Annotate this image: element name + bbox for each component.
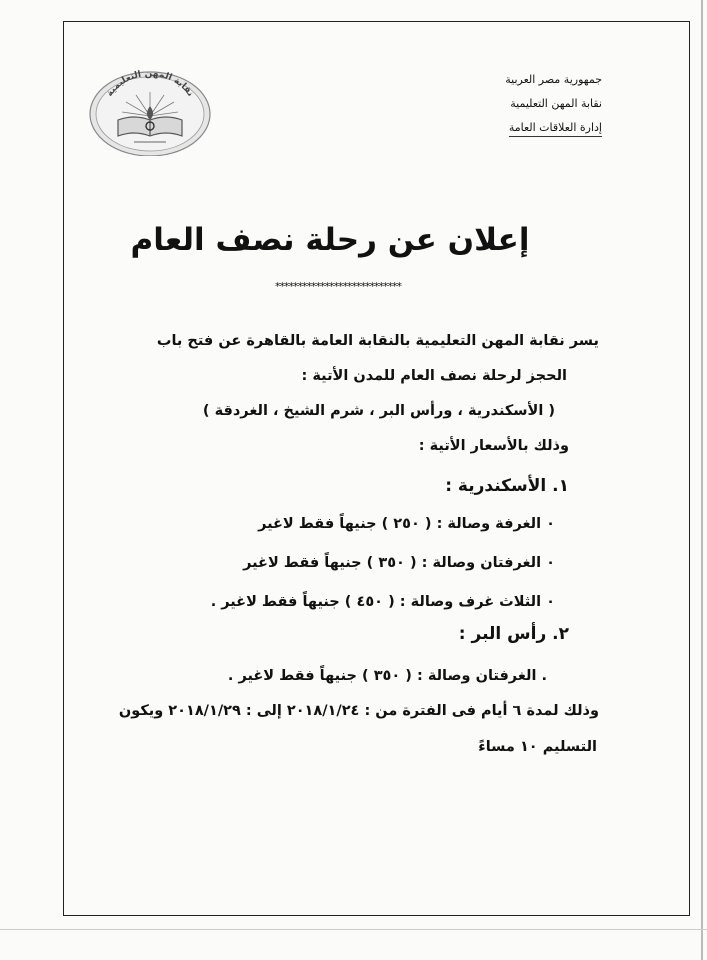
scan-bottom-line: [0, 929, 707, 930]
section-ras-elbar-heading: ٢. رأس البر :: [458, 624, 569, 644]
syndicate-logo-icon: [88, 68, 212, 156]
destinations-list: ( الأسكندرية ، ورأس البر ، شرم الشيخ ، الغردقة ): [202, 403, 555, 419]
scan-edge-line: [701, 0, 703, 960]
letterhead-country: جمهورية مصر العربية: [505, 73, 602, 86]
section-alexandria-heading: ١. الأسكندرية :: [445, 476, 569, 496]
prices-intro: وذلك بالأسعار الأتية :: [418, 438, 569, 454]
intro-line-1: يسر نقابة المهن التعليمية بالنقابة العامة بالقاهرة عن فتح باب: [156, 333, 599, 349]
check-in-line: التسليم ١٠ مساءً: [478, 739, 597, 755]
alexandria-price-3: ٠ الثلاث غرف وصالة : ( ٤٥٠ ) جنيهاً فقط لاغير .: [210, 594, 555, 610]
letterhead: [452, 68, 602, 140]
trip-duration-line: وذلك لمدة ٦ أيام فى الفترة من : ٢٠١٨/١/٢٤ إلى : ٢٠١٨/١/٢٩ ويكون: [118, 703, 599, 719]
ras-elbar-price-1: . الغرفتان وصالة : ( ٣٥٠ ) جنيهاً فقط لاغير .: [227, 668, 547, 684]
alexandria-price-1: ٠ الغرفة وصالة : ( ٢٥٠ ) جنيهاً فقط لاغير: [258, 516, 555, 532]
letterhead-department: إدارة العلاقات العامة: [509, 120, 602, 137]
announcement-title: إعلان عن رحلة نصف العام: [130, 222, 530, 258]
title-separator: ****************************: [275, 280, 401, 293]
logo-text: نقابة المهن التعليمية: [104, 68, 196, 99]
intro-line-2: الحجز لرحلة نصف العام للمدن الأتية :: [301, 368, 567, 384]
letterhead-syndicate: نقابة المهن التعليمية: [510, 97, 602, 110]
alexandria-price-2: ٠ الغرفتان وصالة : ( ٣٥٠ ) جنيهاً فقط لاغير: [243, 555, 555, 571]
